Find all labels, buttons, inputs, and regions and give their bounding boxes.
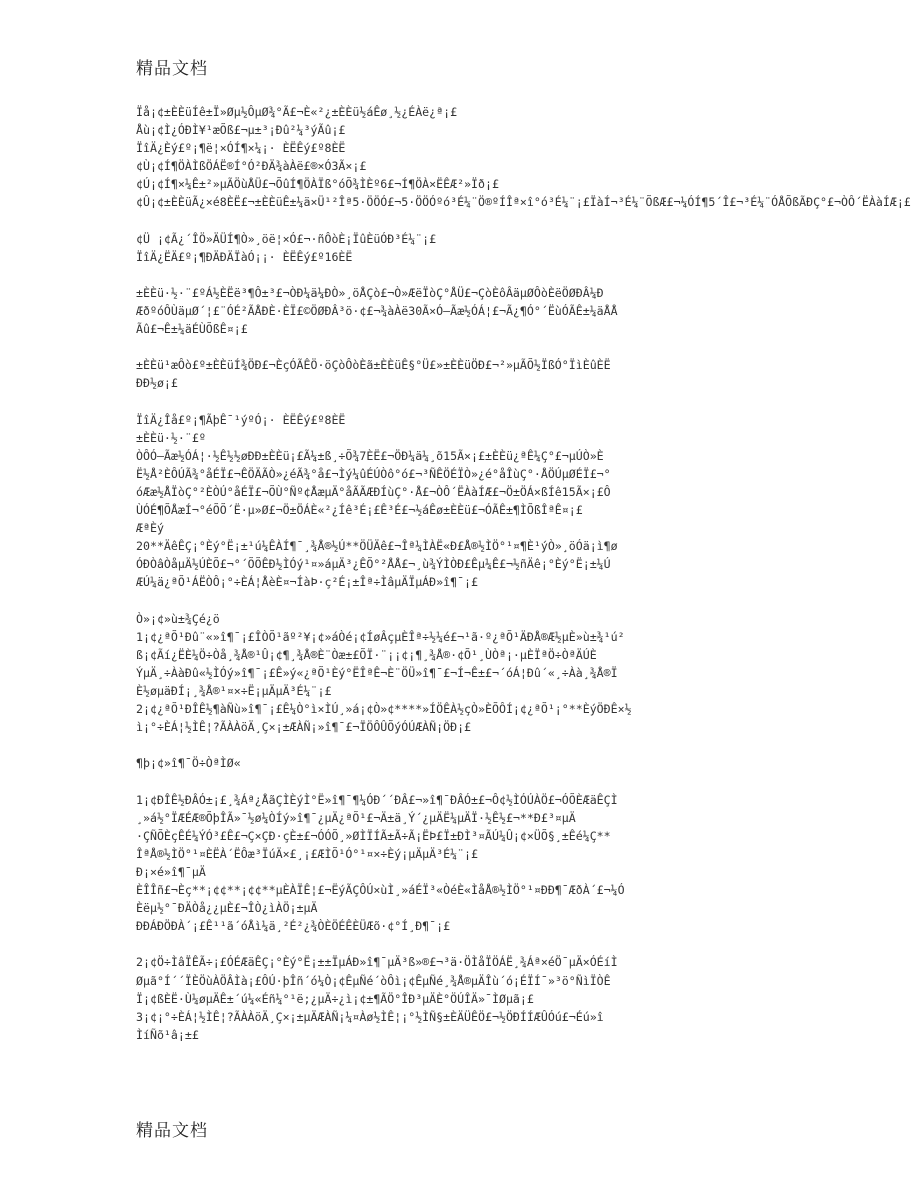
document-body [136, 103, 911, 1044]
text-line: 2¡¢¿ªÕ¹ÐÎÊ½¶àÑù»î¶¯¡£Ê¼Ò°ì×ÌÚ¸»á¡¢Ò»¢****»ÍÖÊÀ½çÒ»ÈÕÔÍ¡¢¿ªÕ¹¡°**ÈýÖÐÊ×½ [136, 702, 632, 717]
text-line: 1¡¢ÐÎÊ½ÐÂÓ±¡£¸¾Áª¿ÅãÇÌÈýÌ°Ë»î¶¯¶¼ÓÐ´´ÐÂ£¬»î¶¯ÐÂÓ±£¬Ô¢½ÌÓÚÀÖ£¬ÓÕÈÆäÊÇÌ [136, 792, 618, 807]
text-line: ¶þ¡¢»î¶¯Ö÷ÒªÌØ« [136, 756, 241, 771]
text-line: Ïå¡¢±ÈÈüÍê±Ï»Øµ½ÔµØ¾°Ã£¬È«²¿±ÈÈü½áÊø¸½¿ÉÀë¿ª¡£ [136, 105, 458, 119]
text-line: 2¡¢Ö÷ÌâÏÊÃ÷¡£ÓÉÆäÊÇ¡°Èý°Ë¡±±ÏµÁÐ»î¶¯µÄ³ß»®£¬³ä·ÖÌåÏÖÁË¸¾Áª×éÖ¯µÄ×ÓÉíÌ [136, 955, 618, 970]
text-line [136, 266, 796, 284]
text-line: ¸»á½°ÏÆÉÆ®ÕþÎÃ»¯½ø¼ÒÍý»î¶¯¿µÄ¿ªÕ¹£¬Ä±ä¸Ý´¿µÄË¼µÄÏ·½Ê½£¬**Ð£³¤µÄ [136, 810, 576, 825]
text-line: 20**ÄêÊÇ¡°Èý°Ë¡±¹ú¼ÊÀÍ¶¯¸¾Å®½Ú**ÖÜÄê£¬Îª¼ÌÀË«Ð£Å®½ÌÖ°¹¤¶È¹ýÒ»¸öÓä¡ì¶ø [136, 539, 618, 554]
text-line: ¢Ü ¡¢Ã¿´ÎÖ»ÄÜÍ¶Ò»¸öë¦×Ó£¬·ñÔòÈ¡ÏûÈüÓÐ³É¼¨¡£ [136, 231, 437, 246]
text-line: ÏîÄ¿Îå£º¡¶ÃþÊ¯¹ýºÓ¡· ÈËÊý£º8ÈË [136, 412, 346, 427]
text-line: ÙÓÉ¶ÕÅæÍ¬°éÕÕ´Ë·µ»Ø£¬Ö±ÖÁÈ«²¿Íê³É¡£Ê³É£¬½áÊø±ÈÈü£¬ÓÃÊ±¶ÌÕßÎªÊ¤¡£ [136, 503, 583, 518]
text-line: ¢Ù¡¢Í¶ÖÀÌßÖÁË®Í°Ó²ÐÄ¾àÀë£®×Ó3Ã×¡£ [136, 159, 367, 174]
page-footer: 精品文档 [136, 1121, 208, 1141]
text-line: ÌíÑõ¹â¡±£ [136, 1027, 199, 1042]
text-line: Èëµ½°¯ÐÄÒå¿¿µÈ£¬ÎÒ¿ìÀÖ¡±µÄ [136, 901, 318, 916]
text-line: ¢Ú¡¢Í¶×¼Ê±²»µÃÖùÅÜ£¬ÕûÍ¶ÖÀÏß°óÕ¾ÌÈº6£¬Í¶ÖÀ×ËÊÆ²»Ïð¡£ [136, 177, 499, 192]
text-line: Ãû£¬Ê±¼äÉÙÕßÊ¤¡£ [136, 322, 248, 337]
text-line: ÆÚ¼ä¿ªÕ¹ÁËÒÔ¡°÷ÈÁ¦ÅèÈ¤¬ÍàÞ·ç²É¡±Îª÷ÌâµÄÏµÁÐ»î¶¯¡£ [136, 575, 479, 590]
text-line [136, 935, 796, 953]
text-line: ÈÎÎñ£¬Èç**¡¢¢**¡¢¢**µÈÀÏÊ¦£¬ËýÃÇÔÚ×ùÌ¸»áÉÏ³«ÒéÈ«ÌåÅ®½ÌÖ°¹¤ÐÐ¶¯ÆðÀ´£¬¼Ó [136, 883, 625, 898]
text-line [136, 338, 796, 356]
text-line: ì¡°÷ÈÁ¦½ÌÊ¦?ÃÀÀöÄ¸Ç×¡±ÆÀÑ¡»î¶¯£¬ÏÖÔÛÕýÓÚÆÀÑ¡ÖÐ¡£ [136, 720, 472, 735]
text-line: ÓÐÒâÒåµÄ½ÚÈÕ£¬°´ÕÕÊÐ½ÌÓý¹¤»áµÄ³¿ÊÕ°²ÅÅ£¬¸ù¾ÝÌÒÐ£Êµ¼Ê£¬½ñÄê¡°Èý°Ë¡±¼Ú [136, 557, 611, 572]
text-line: óÆæ½ÅÏòÇ°²ÈÒÚ°åÉÏ£¬ÕÙ°Ñº¢ÅæµÄ°åÃÃÆÐÍùÇ°·Å£¬ÒÔ´ËÀàÍÆ£¬Ö±ÖÁ×ßÍê15Ã×¡£Ô [136, 484, 611, 499]
text-line: Ë½Å²ÈÔÚÃ¾°åÉÏ£¬ÊÖÄÃÒ»¿éÃ¾°å£¬Ìý¼ûÉÚÒô°ó£¬³ÑÊÖÉÏÒ»¿é°åÎùÇ°·ÅÖÚµØÉÏ£¬° [136, 466, 611, 481]
text-line: ÒÔÓ–Ãæ½ÓÁ¦·½Ê½½øÐÐ±ÈÈü¡£Ã¼±ß¸÷Õ¾7ÈË£¬ÖÐ¼ä¼¸õ15Ã×¡£±ÈÈü¿ªÊ¼Ç°£¬µÚÒ»È [136, 448, 604, 463]
text-line: ÝµÄ¸÷ÀàÐû«½ÌÓý»î¶¯¡£Ê»ý«¿ªÕ¹Èý°ËÎªÊ¬È¨ÖÜ»î¶¯£¬Í¬Ê±£¬´óÁ¦Ðû´«¸÷Àà¸¾Å®Ï [136, 665, 618, 680]
text-line: 1¡¢¿ªÕ¹Ðû¨«»î¶¯¡£ÎÒÕ¹ãº²¥¡¢»áÒé¡¢ÍøÂçµÈÎª÷½¼é£¬¹ã·º¿ªÕ¹ÄÐÅ®Æ½µÈ»ù±¾¹ú² [136, 629, 625, 644]
text-line: ±ÈÈü¹æÔò£º±ÈÈüÍ¾ÖÐ£¬ÈçÓÃÊÖ·öÇòÔòÈã±ÈÈüÊ§°Ü£»±ÈÈüÖÐ£¬²»µÃÕ½ÏßÓ°ÏìÈûÈË [136, 358, 611, 373]
text-line: ·ÇÑÕÈçÊÉ¼ÝÓ³£Ê£¬Ç×ÇÐ·çÈ±£¬ÓÓÕ¸»ØÌÏÍÃ±Ã÷Ã¡ËÞ£Ï±ÐÌ³¤ÃÚ¼Û¡¢×ÜÕ§¸±Êé¼Ç** [136, 828, 611, 843]
text-line: ÎªÅ®½ÌÖ°¹¤ÈËÀ´ËÔæ³ÏúÄ×£¸¡£ÆÌÕ¹Ó°¹¤×÷Èý¡µÄµÄ³É¼¨¡£ [136, 846, 479, 861]
text-line [136, 736, 796, 754]
text-line: ÏîÄ¿Èý£º¡¶ë¦×ÓÍ¶×¼¡· ÈËÊý£º8ÈË [136, 141, 346, 156]
text-line: ÏîÄ¿ËÄ£º¡¶ÐÄÐÄÏàÓ¡¡· ÈËÊý£º16ÈË [136, 249, 353, 264]
text-line: ÐÐÁÐÖÐÀ´¡£Ê¹¹ã´óÅì¼ä¸²É²¿¾ÒÈÖÉÊÈÜÆõ·¢°Í¸Ð¶¯¡£ [136, 919, 451, 934]
text-line [136, 772, 796, 790]
text-line: Øµã°Í´´ÏÈÖùÀÖÂÌà¡£ÔÚ·þÎñ´ó¼Ò¡¢ÊµÑé´òÔì¡¢ÊµÑé¸¾Å®µÄÎù´ó¡ÉÏÍ¯»³ö°ÑìÏÒÊ [136, 973, 611, 988]
text-line: ÆªÈý [136, 521, 164, 536]
text-line: È½øµäÐÍ¡¸¾Å®¹¤×÷Ë¡µÄµÄ³É¼¨¡£ [136, 684, 332, 698]
text-line [136, 212, 796, 230]
text-line: ±ÈÈü·½·¨£º [136, 430, 206, 445]
text-line: ÆðºóÔÙäµØ´¦£¨ÓÉ²ÃÅÐÈ·ÈÏ£©ÖØÐÂ³ö·¢£¬¾àÀë30Ã×Ó–Ãæ½ÓÁ¦£¬Ã¿¶Ó°´ËùÓÃÊ±¼äÅÅ [136, 304, 618, 319]
text-line: Ò»¡¢»ù±¾Çé¿ö [136, 611, 220, 626]
text-line: 3¡¢¡°÷ÈÁ¦½ÌÊ¦?ÃÀÀöÄ¸Ç×¡±µÄÆÀÑ¡¼¤Àø½ÌÊ¦¡°½ÌÑ§±ÈÄÜÊÖ£¬½ÖÐÍÍÆÛÓú£¬Éú»î [136, 1009, 604, 1024]
page-header: 精品文档 [136, 59, 208, 79]
text-line: ß¡¢Ãí¿ËÈ¼Ö÷Òå¸¾Å®¹Û¡¢¶¸¾Å®È¨Òæ±£ÕÏ·¨¡¡¢¡¶¸¾Å®·¢Õ¹¸ÙÒª¡·µÈÏªÖ÷ÒªÄÚÈ [136, 647, 597, 662]
text-line: Ð¡×é»î¶¯µÄ [136, 864, 206, 879]
text-line [136, 592, 796, 610]
text-line: Ï¡¢ßÈË·Ù¼øµÄÊ±´ú¼«Éñ¼°¹ë;¿µÄ÷¿ì¡¢±¶ÃÖ°ÎÐ³µÄÈ°ÖÚÎÄ»¯ÌØµã¡£ [136, 991, 534, 1006]
text-line: ¢Û¡¢±ÈÈüÃ¿×é8ÈË£¬±ÈÈüÊ±¼ä×Ü¹²Îª5·ÖÖÓ£¬5·ÖÖÓºó³É¼¨Ö®ºÍÎª×î°ó³É¼¨¡£ÏàÍ¬³É¼¨ÕßÆ£¬¼ÓÍ¶5´Î£¬³É¼¨ÓÅÕßÃÐÇ°£¬ÒÔ´ËÀàÍÆ¡£ [136, 195, 911, 210]
text-line: Åù¡¢Ì¿ÓÐÌ¥¹æÕß£¬µ±³¡Ðû²¼³ýÃû¡£ [136, 123, 346, 138]
text-line: ±ÈÈü·½·¨£ºÁ½ÈËë³¶Ô±³£¬ÒÐ¼ä¼ÐÒ»¸öÅÇò£¬Ò»ÆëÏòÇ°ÅÜ£¬ÇòÈôÂäµØÔòÈëÖØÐÂ¼Ð [136, 285, 604, 300]
text-line: ÐÐ½ø¡£ [136, 376, 178, 391]
text-line [136, 393, 796, 411]
